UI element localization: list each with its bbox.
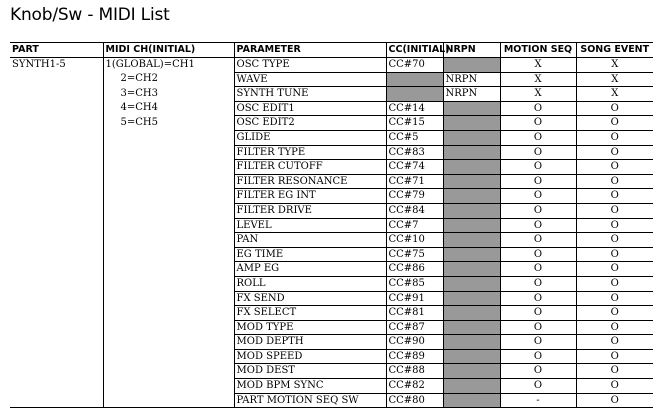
nrpn-cell	[443, 262, 500, 277]
cc-cell: CC#79	[386, 189, 443, 204]
motion-seq-cell: O	[500, 160, 576, 175]
motion-seq-cell: O	[500, 189, 576, 204]
nrpn-cell	[443, 101, 500, 116]
motion-seq-cell: O	[500, 276, 576, 291]
part-cell	[10, 393, 103, 408]
parameter-cell: AMP EG	[234, 262, 386, 277]
part-cell	[10, 87, 103, 102]
song-event-cell: X	[576, 58, 653, 73]
cc-cell: CC#84	[386, 203, 443, 218]
part-cell	[10, 379, 103, 394]
table-row	[10, 262, 653, 277]
song-event-cell: O	[576, 145, 653, 160]
song-event-cell: O	[576, 335, 653, 350]
header-cc: CC(INITIAL)	[386, 43, 443, 58]
table-row	[10, 393, 653, 408]
part-cell	[10, 233, 103, 248]
motion-seq-cell: O	[500, 291, 576, 306]
parameter-cell: OSC TYPE	[234, 58, 386, 73]
part-cell: SYNTH1-5	[12, 59, 66, 70]
cc-cell: CC#15	[386, 116, 443, 131]
table-row	[10, 116, 653, 131]
parameter-cell: FILTER DRIVE	[234, 203, 386, 218]
midi-channel-cell	[103, 364, 234, 379]
cc-cell: CC#7	[386, 218, 443, 233]
cc-cell	[386, 87, 443, 102]
part-cell	[10, 174, 103, 189]
cc-cell: CC#70	[386, 58, 443, 73]
midi-channel-cell	[103, 393, 234, 408]
song-event-cell: O	[576, 203, 653, 218]
parameter-cell: MOD TYPE	[234, 320, 386, 335]
midi-channel-cell	[103, 291, 234, 306]
midi-channel-cell	[103, 218, 234, 233]
motion-seq-cell: O	[500, 335, 576, 350]
motion-seq-cell: X	[500, 72, 576, 87]
cc-cell: CC#83	[386, 145, 443, 160]
song-event-cell: O	[576, 160, 653, 175]
cc-cell: CC#91	[386, 291, 443, 306]
motion-seq-cell: O	[500, 174, 576, 189]
cc-cell	[386, 72, 443, 87]
song-event-cell: O	[576, 306, 653, 321]
song-event-cell: O	[576, 247, 653, 262]
song-event-cell: O	[576, 379, 653, 394]
cc-cell: CC#88	[386, 364, 443, 379]
song-event-cell: X	[576, 72, 653, 87]
motion-seq-cell: O	[500, 320, 576, 335]
parameter-cell: MOD SPEED	[234, 349, 386, 364]
table-body	[10, 58, 653, 408]
table-row	[10, 101, 653, 116]
nrpn-cell: NRPN	[443, 87, 500, 102]
midi-channel-cell	[103, 335, 234, 350]
motion-seq-cell: -	[500, 393, 576, 408]
header-part: PART	[10, 43, 103, 58]
midi-channel-cell	[103, 276, 234, 291]
parameter-cell: FX SEND	[234, 291, 386, 306]
motion-seq-cell: O	[500, 130, 576, 145]
cc-cell: CC#89	[386, 349, 443, 364]
parameter-cell: WAVE	[234, 72, 386, 87]
cc-cell: CC#75	[386, 247, 443, 262]
nrpn-cell	[443, 218, 500, 233]
midi-channel-cell: 2=CH2	[103, 72, 234, 87]
table-row	[10, 233, 653, 248]
table-row	[10, 247, 653, 262]
cc-cell: CC#82	[386, 379, 443, 394]
parameter-cell: MOD DEST	[234, 364, 386, 379]
midi-channel-cell	[103, 160, 234, 175]
parameter-cell: OSC EDIT2	[234, 116, 386, 131]
table-row	[10, 291, 653, 306]
cc-cell: CC#80	[386, 393, 443, 408]
parameter-cell: MOD BPM SYNC	[234, 379, 386, 394]
cc-cell: CC#71	[386, 174, 443, 189]
motion-seq-cell: X	[500, 87, 576, 102]
song-event-cell: O	[576, 364, 653, 379]
parameter-cell: MOD DEPTH	[234, 335, 386, 350]
table-row	[10, 335, 653, 350]
midi-channel-cell	[103, 203, 234, 218]
midi-channel-cell: 4=CH4	[103, 101, 234, 116]
parameter-cell: GLIDE	[234, 130, 386, 145]
motion-seq-cell: O	[500, 262, 576, 277]
part-cell	[10, 276, 103, 291]
cc-cell: CC#86	[386, 262, 443, 277]
nrpn-cell	[443, 203, 500, 218]
song-event-cell: O	[576, 189, 653, 204]
nrpn-cell	[443, 189, 500, 204]
nrpn-cell	[443, 247, 500, 262]
table-row	[10, 72, 653, 87]
motion-seq-cell: O	[500, 349, 576, 364]
header-song-event: SONG EVENT	[576, 43, 653, 58]
table-row	[10, 189, 653, 204]
part-cell	[10, 349, 103, 364]
nrpn-cell	[443, 58, 500, 73]
cc-cell: CC#87	[386, 320, 443, 335]
nrpn-cell	[443, 320, 500, 335]
parameter-cell: SYNTH TUNE	[234, 87, 386, 102]
part-cell	[10, 247, 103, 262]
midi-channel-cell	[103, 233, 234, 248]
motion-seq-cell: O	[500, 233, 576, 248]
nrpn-cell	[443, 379, 500, 394]
midi-channel-cell	[103, 189, 234, 204]
table-header	[10, 43, 653, 58]
nrpn-cell	[443, 306, 500, 321]
table-row	[10, 130, 653, 145]
parameter-cell: OSC EDIT1	[234, 101, 386, 116]
table-row	[10, 218, 653, 233]
cc-cell: CC#85	[386, 276, 443, 291]
nrpn-cell: NRPN	[443, 72, 500, 87]
table-row	[10, 174, 653, 189]
nrpn-cell	[443, 116, 500, 131]
part-cell	[10, 145, 103, 160]
part-cell	[10, 364, 103, 379]
parameter-cell: LEVEL	[234, 218, 386, 233]
parameter-cell: PAN	[234, 233, 386, 248]
part-cell	[10, 218, 103, 233]
motion-seq-cell: O	[500, 203, 576, 218]
midi-channel-cell: 3=CH3	[103, 87, 234, 102]
nrpn-cell	[443, 276, 500, 291]
cc-cell: CC#5	[386, 130, 443, 145]
song-event-cell: O	[576, 349, 653, 364]
parameter-cell: FILTER EG INT	[234, 189, 386, 204]
song-event-cell: O	[576, 218, 653, 233]
part-cell	[10, 160, 103, 175]
part-cell	[10, 189, 103, 204]
header-nrpn: NRPN	[443, 43, 500, 58]
midi-channel-cell	[103, 174, 234, 189]
cc-cell: CC#14	[386, 101, 443, 116]
midi-channel-cell	[103, 349, 234, 364]
part-cell	[10, 306, 103, 321]
part-cell	[10, 291, 103, 306]
midi-channel-cell	[103, 379, 234, 394]
cc-cell: CC#81	[386, 306, 443, 321]
midi-channel-cell	[103, 247, 234, 262]
table-row	[10, 306, 653, 321]
part-cell	[10, 101, 103, 116]
cc-cell: CC#74	[386, 160, 443, 175]
table-row	[10, 276, 653, 291]
song-event-cell: O	[576, 291, 653, 306]
table-row	[10, 87, 653, 102]
cc-cell: CC#10	[386, 233, 443, 248]
nrpn-cell	[443, 160, 500, 175]
cc-cell: CC#90	[386, 335, 443, 350]
part-cell	[10, 320, 103, 335]
motion-seq-cell: O	[500, 247, 576, 262]
part-cell	[10, 116, 103, 131]
song-event-cell: O	[576, 262, 653, 277]
table-row	[10, 58, 653, 73]
part-cell	[10, 130, 103, 145]
motion-seq-cell: O	[500, 116, 576, 131]
part-cell	[10, 262, 103, 277]
parameter-cell: PART MOTION SEQ SW	[234, 393, 386, 408]
parameter-cell: FILTER CUTOFF	[234, 160, 386, 175]
song-event-cell: O	[576, 116, 653, 131]
nrpn-cell	[443, 364, 500, 379]
midi-channel-cell	[103, 130, 234, 145]
parameter-cell: FILTER TYPE	[234, 145, 386, 160]
motion-seq-cell: O	[500, 101, 576, 116]
nrpn-cell	[443, 291, 500, 306]
table-row	[10, 349, 653, 364]
table-row	[10, 160, 653, 175]
header-motion-seq: MOTION SEQ	[500, 43, 576, 58]
header-row	[10, 43, 653, 58]
song-event-cell: O	[576, 393, 653, 408]
midi-channel-cell: 5=CH5	[103, 116, 234, 131]
motion-seq-cell: O	[500, 379, 576, 394]
song-event-cell: O	[576, 101, 653, 116]
motion-seq-cell: O	[500, 306, 576, 321]
part-cell	[10, 203, 103, 218]
song-event-cell: O	[576, 130, 653, 145]
header-midi-ch: MIDI CH(INITIAL)	[103, 43, 234, 58]
motion-seq-cell: O	[500, 218, 576, 233]
midi-channel-cell	[103, 320, 234, 335]
midi-list-table	[10, 42, 653, 408]
motion-seq-cell: X	[500, 58, 576, 73]
table-row	[10, 203, 653, 218]
nrpn-cell	[443, 349, 500, 364]
song-event-cell: O	[576, 320, 653, 335]
parameter-cell: ROLL	[234, 276, 386, 291]
parameter-cell: EG TIME	[234, 247, 386, 262]
song-event-cell: O	[576, 276, 653, 291]
song-event-cell: O	[576, 174, 653, 189]
table-row	[10, 364, 653, 379]
song-event-cell: O	[576, 233, 653, 248]
song-event-cell: X	[576, 87, 653, 102]
motion-seq-cell: O	[500, 364, 576, 379]
nrpn-cell	[443, 130, 500, 145]
midi-channel-cell	[103, 145, 234, 160]
nrpn-cell	[443, 145, 500, 160]
page-title: Knob/Sw - MIDI List	[10, 5, 170, 25]
nrpn-cell	[443, 393, 500, 408]
motion-seq-cell: O	[500, 145, 576, 160]
nrpn-cell	[443, 174, 500, 189]
table-row	[10, 379, 653, 394]
nrpn-cell	[443, 233, 500, 248]
part-cell	[10, 335, 103, 350]
header-parameter: PARAMETER	[234, 43, 386, 58]
table-row	[10, 145, 653, 160]
nrpn-cell	[443, 335, 500, 350]
part-cell	[10, 72, 103, 87]
table-row	[10, 320, 653, 335]
parameter-cell: FILTER RESONANCE	[234, 174, 386, 189]
midi-channel-cell	[103, 306, 234, 321]
midi-channel-cell: 1(GLOBAL)=CH1	[103, 58, 234, 73]
parameter-cell: FX SELECT	[234, 306, 386, 321]
midi-channel-cell	[103, 262, 234, 277]
